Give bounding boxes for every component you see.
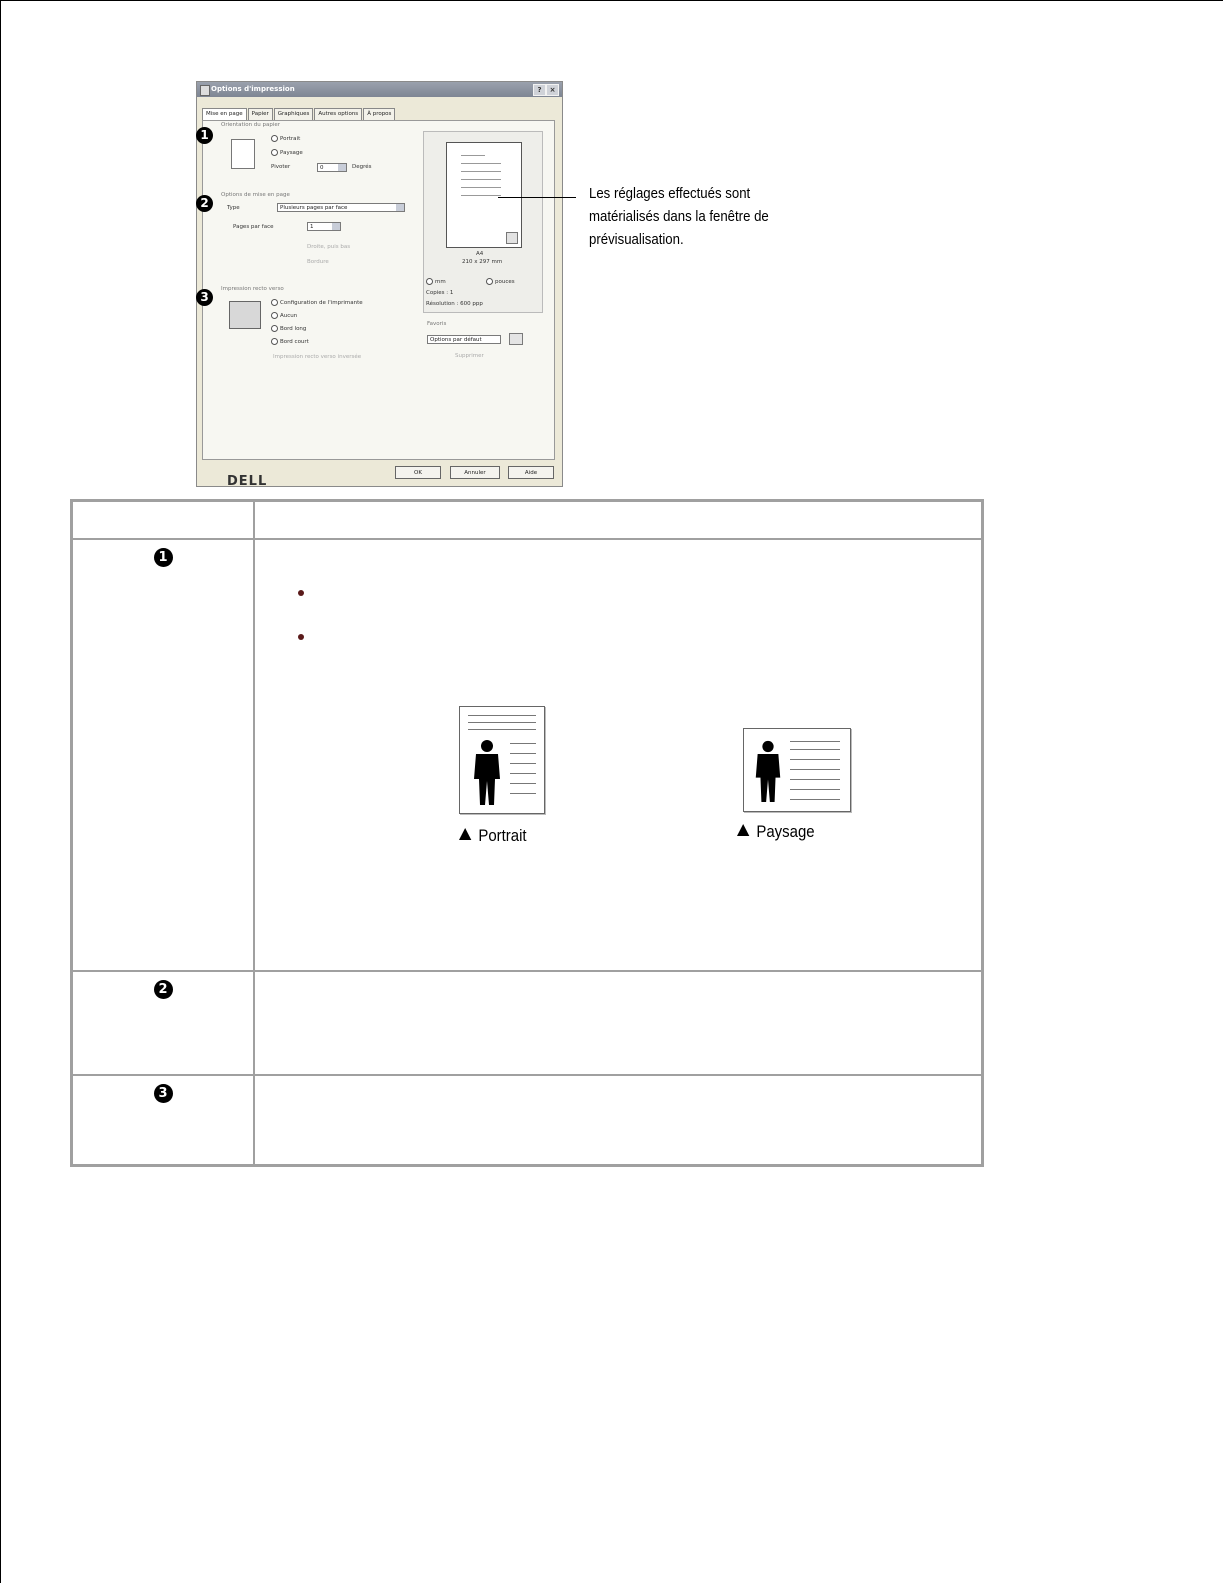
row-3-description bbox=[254, 1075, 982, 1165]
printer-app-icon bbox=[200, 85, 210, 96]
preview-paper-dims: 210 x 297 mm bbox=[462, 259, 503, 265]
up-triangle-icon bbox=[737, 824, 749, 836]
person-icon bbox=[752, 739, 784, 803]
unit-mm-radio[interactable]: mm bbox=[426, 278, 446, 285]
duplex-short-edge-radio[interactable]: Bord court bbox=[271, 338, 309, 345]
annotation-leader-line bbox=[498, 197, 576, 198]
portrait-caption: Portrait bbox=[459, 826, 527, 846]
document-icon bbox=[231, 139, 255, 169]
help-title-button[interactable]: ? bbox=[533, 84, 546, 96]
orientation-bullets bbox=[255, 582, 981, 670]
help-button[interactable]: Aide bbox=[508, 466, 554, 479]
list-item bbox=[255, 626, 981, 670]
ok-button[interactable]: OK bbox=[395, 466, 441, 479]
callout-1: 1 bbox=[196, 127, 213, 144]
table-row bbox=[72, 971, 982, 1075]
preview-page bbox=[446, 142, 522, 248]
favorites-save-icon[interactable] bbox=[509, 333, 523, 345]
row-1-description bbox=[254, 539, 982, 971]
row-2-badge: 2 bbox=[154, 980, 173, 999]
callout-3: 3 bbox=[196, 289, 213, 306]
print-border-checkbox[interactable]: Bordure bbox=[307, 259, 329, 265]
preview-annotation: Les réglages effectués sont matérialisés dans la fenêtre de prévisualisation. bbox=[589, 185, 769, 248]
unit-inches-radio[interactable]: pouces bbox=[486, 278, 515, 285]
row-3-badge: 3 bbox=[154, 1084, 173, 1103]
favorites-select[interactable]: Options par défaut bbox=[427, 335, 501, 344]
duplex-printer-setting-radio[interactable]: Configuration de l'imprimante bbox=[271, 299, 363, 306]
dialog-title-bar bbox=[197, 82, 562, 97]
duplex-long-edge-radio[interactable]: Bord long bbox=[271, 325, 306, 332]
rotate-select[interactable]: 0 bbox=[317, 163, 347, 172]
landscape-radio[interactable]: Paysage bbox=[271, 149, 303, 156]
preview-paper-size: A4 bbox=[476, 251, 484, 257]
header-cell-option bbox=[72, 501, 254, 539]
orientation-figures bbox=[255, 800, 981, 970]
up-triangle-icon bbox=[459, 828, 471, 840]
list-item bbox=[255, 582, 981, 626]
tab-layout[interactable]: Mise en page bbox=[202, 108, 247, 121]
layout-type-select[interactable]: Plusieurs pages par face bbox=[277, 203, 405, 212]
tab-graphics[interactable]: Graphiques bbox=[274, 108, 314, 120]
reverse-duplex-checkbox[interactable]: Impression recto verso inversée bbox=[273, 354, 362, 360]
callout-2: 2 bbox=[196, 195, 213, 212]
tab-paper[interactable]: Papier bbox=[248, 108, 273, 120]
tab-bar bbox=[202, 108, 396, 120]
person-icon bbox=[470, 739, 504, 805]
duplex-group-label: Impression recto verso bbox=[221, 286, 284, 292]
favorites-delete-button[interactable]: Supprimer bbox=[455, 353, 484, 359]
row-1-badge: 1 bbox=[154, 548, 173, 567]
portrait-page-illustration bbox=[459, 706, 545, 814]
row-2-description bbox=[254, 971, 982, 1075]
tab-other-options[interactable]: Autres options bbox=[314, 108, 362, 120]
header-cell-description bbox=[254, 501, 982, 539]
resolution-label: Résolution : 600 ppp bbox=[426, 301, 483, 307]
duplex-printer-icon bbox=[229, 301, 261, 329]
page-order-select[interactable]: Droite, puis bas bbox=[307, 244, 351, 250]
portrait-radio[interactable]: Portrait bbox=[271, 135, 300, 142]
tab-about[interactable]: À propos bbox=[363, 108, 395, 120]
dialog-title: Options d'impression bbox=[211, 85, 295, 93]
options-table bbox=[70, 499, 984, 1167]
copies-label: Copies : 1 bbox=[426, 290, 454, 296]
landscape-page-illustration bbox=[743, 728, 851, 812]
orientation-group-label: Orientation du papier bbox=[221, 122, 281, 128]
close-title-button[interactable]: × bbox=[546, 84, 559, 96]
table-header-row bbox=[72, 501, 982, 539]
dell-logo: DELL bbox=[227, 474, 268, 489]
layout-group-label: Options de mise en page bbox=[221, 192, 290, 198]
pages-per-side-label: Pages par face bbox=[233, 224, 274, 230]
table-row bbox=[72, 539, 982, 971]
landscape-caption: Paysage bbox=[737, 822, 815, 842]
print-options-dialog-screenshot bbox=[196, 81, 563, 487]
table-row bbox=[72, 1075, 982, 1165]
rotate-label: Pivoter bbox=[271, 164, 291, 170]
layout-type-label: Type bbox=[227, 205, 240, 211]
pages-per-side-select[interactable]: 1 bbox=[307, 222, 341, 231]
cancel-button[interactable]: Annuler bbox=[450, 466, 500, 479]
rotate-unit: Degrés bbox=[352, 164, 372, 170]
preview-panel bbox=[423, 131, 543, 313]
favorites-group-label: Favoris bbox=[427, 321, 447, 327]
duplex-none-radio[interactable]: Aucun bbox=[271, 312, 297, 319]
